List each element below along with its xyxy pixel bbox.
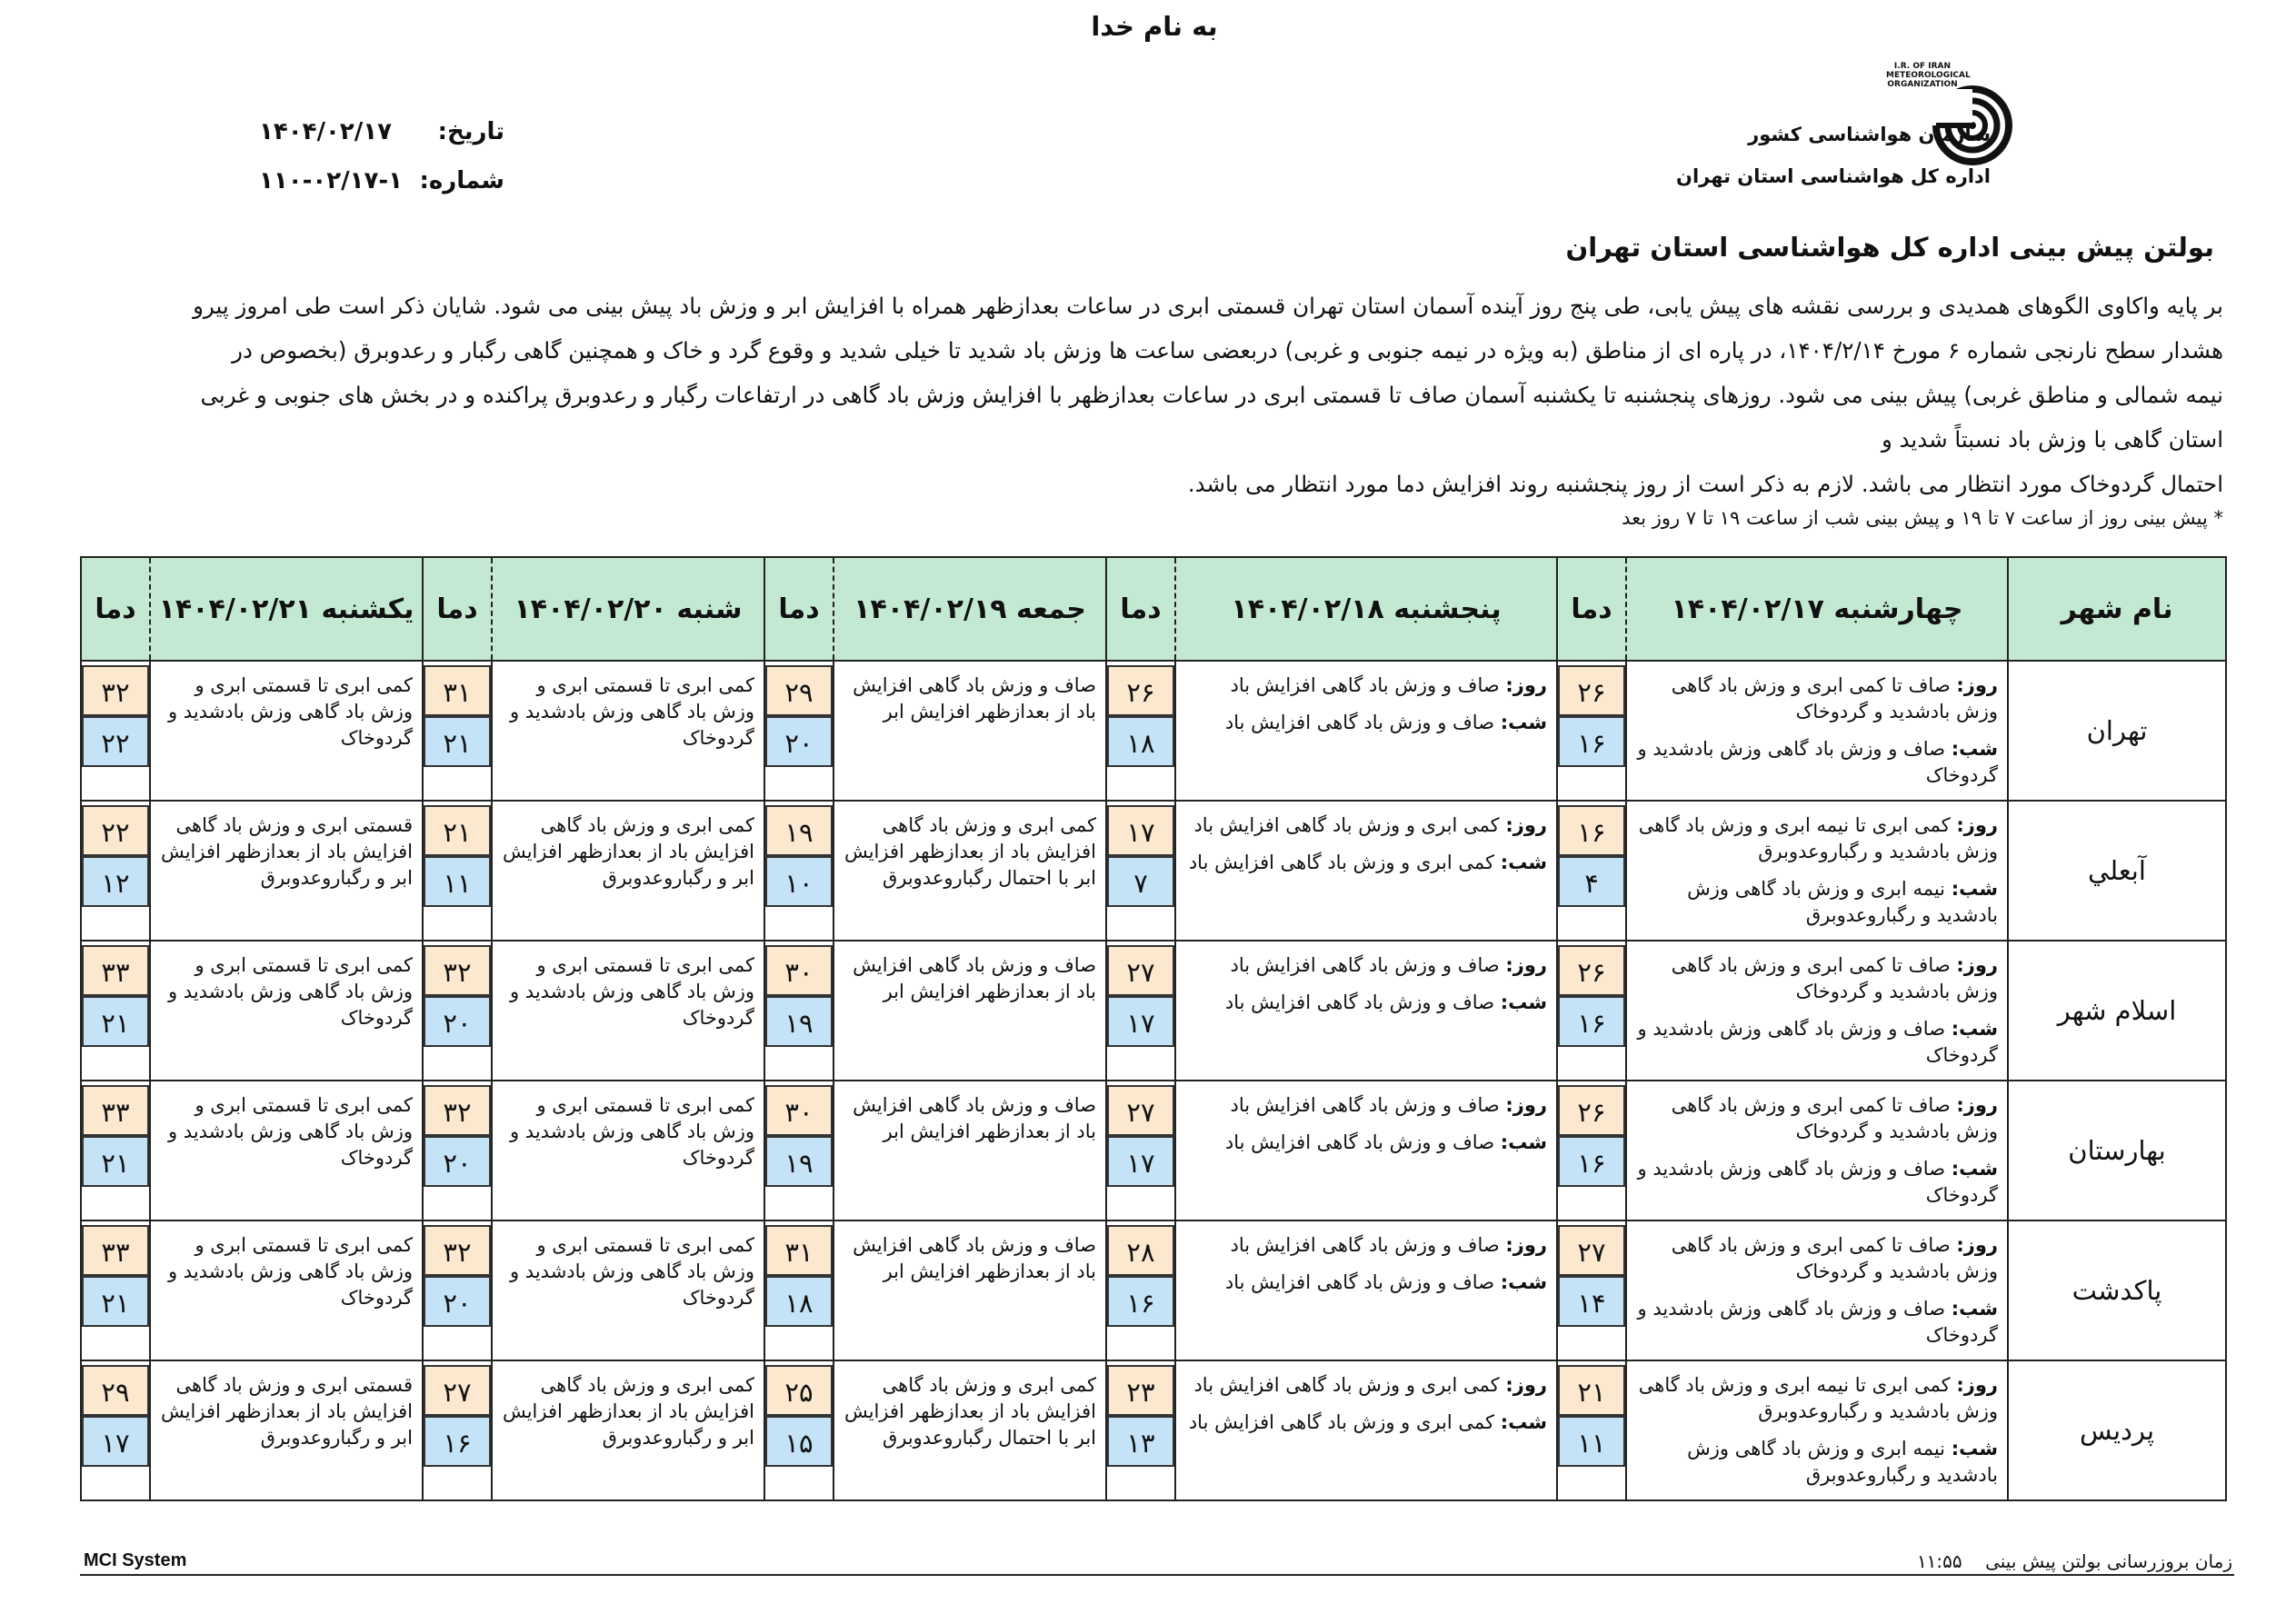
day-forecast-text: کمی ابری تا نیمه ابری و وزش باد گاهی وزش بادشدید و رگباروعدوبرق [1638,814,1998,862]
day-forecast-text: کمی ابری و وزش باد گاهی افزایش باد [1193,814,1500,836]
day-forecast-text: صاف تا کمی ابری و وزش باد گاهی وزش بادشدید و گردوخاک [1671,674,1998,722]
forecast-cell [150,1360,423,1500]
day-forecast [1636,673,1998,725]
forecast-cell [1175,801,1557,941]
night-forecast [1185,710,1547,736]
temp-min: ۲۱ [82,1276,149,1327]
city-name: تهران [2008,661,2226,801]
temp-cell [764,941,834,1081]
day-header: جمعه ۱۴۰۴/۰۲/۱۹ [834,557,1106,661]
temp-max: ۲۶ [1558,665,1625,716]
forecast-text: قسمتی ابری و وزش باد گاهی افزایش باد از بعدازظهر افزایش ابر و رگباروعدوبرق [160,814,413,889]
night-forecast [1185,1130,1547,1156]
day-header: چهارشنبه ۱۴۰۴/۰۲/۱۷ [1626,557,2008,661]
day-forecast-text: کمی ابری و وزش باد گاهی افزایش باد [1193,1374,1500,1396]
forecast-text: کمی ابری تا قسمتی ابری و وزش باد گاهی وزش بادشدید و گردوخاک [509,954,754,1029]
forecast-time-note: * پیش بینی روز از ساعت ۷ تا ۱۹ و پیش بینی شب از ساعت ۱۹ تا ۷ روز بعد [1622,507,2223,529]
temp-cell [81,941,150,1081]
forecast-text: کمی ابری تا قسمتی ابری و وزش باد گاهی وزش بادشدید و گردوخاک [167,674,413,749]
night-forecast [1185,1270,1547,1296]
temp-cell [81,1360,150,1500]
night-forecast [1185,850,1547,876]
night-label: شب: [1500,1271,1547,1293]
night-label: شب: [1951,1438,1998,1460]
footer-system-name: MCI System [84,1550,187,1570]
day-forecast-text: صاف و وزش باد گاهی افزایش باد [1230,674,1500,696]
day-forecast-text: صاف تا کمی ابری و وزش باد گاهی وزش بادشدید و گردوخاک [1671,954,1998,1002]
night-forecast-text: نیمه ابری و وزش باد گاهی وزش بادشدید و رگباروعدوبرق [1687,1438,1998,1486]
forecast-cell [834,801,1106,941]
day-forecast-text: کمی ابری تا نیمه ابری و وزش باد گاهی وزش بادشدید و رگباروعدوبرق [1638,1374,1998,1422]
city-name: بهارستان [2008,1081,2226,1220]
forecast-text: صاف و وزش باد گاهی افزایش باد از بعدازظهر افزایش ابر [853,1234,1096,1282]
temp-header: دما [764,557,834,661]
temp-cell [423,1360,492,1500]
temp-max: ۳۱ [424,665,491,716]
day-forecast-text: صاف و وزش باد گاهی افزایش باد [1230,1094,1500,1116]
temp-header: دما [1557,557,1626,661]
temp-cell [1106,801,1175,941]
temp-min: ۲۰ [424,1276,491,1327]
bulletin-title: بولتن پیش بینی اداره کل هواشناسی استان تهران [1565,232,2214,263]
temp-min: ۱۶ [424,1416,491,1467]
temp-min: ۲۱ [82,996,149,1047]
temp-min: ۱۰ [765,856,833,907]
forecast-text: کمی ابری و وزش باد گاهی افزایش باد از بعدازظهر افزایش ابر با احتمال رگباروعدوبرق [844,1374,1096,1449]
temp-cell [1106,1360,1175,1500]
forecast-cell [1626,801,2008,941]
forecast-cell [1626,661,2008,801]
temp-max: ۲۲ [82,805,149,856]
organization-name [1645,114,1991,197]
day-forecast [1636,1092,1998,1145]
temp-cell [1557,661,1626,801]
night-forecast [1636,1296,1998,1349]
forecast-text: کمی ابری و وزش باد گاهی افزایش باد از بعدازظهر افزایش ابر و رگباروعدوبرق [502,1374,754,1449]
day-forecast [1185,1372,1547,1399]
forecast-cell [1175,1360,1557,1500]
temp-min: ۱۶ [1558,996,1625,1047]
temp-cell [423,941,492,1081]
forecast-text: صاف و وزش باد گاهی افزایش باد از بعدازظهر افزایش ابر [853,1094,1096,1142]
table-row [81,801,2226,941]
temp-cell [423,661,492,801]
temp-max: ۱۹ [765,805,833,856]
temp-max: ۳۳ [82,1225,149,1276]
night-label: شب: [1951,878,1998,900]
temp-min: ۱۸ [765,1276,833,1327]
temp-max: ۳۱ [765,1225,833,1276]
night-forecast-text: نیمه ابری و وزش باد گاهی وزش بادشدید و رگباروعدوبرق [1687,878,1998,926]
night-label: شب: [1500,991,1547,1013]
night-label: شب: [1500,1411,1547,1433]
temp-max: ۲۷ [1107,945,1174,996]
temp-min: ۷ [1107,856,1174,907]
city-name: آبعلي [2008,801,2226,941]
temp-cell [81,1081,150,1220]
table-row [81,1220,2226,1360]
night-forecast [1636,1016,1998,1069]
day-header: پنجشنبه ۱۴۰۴/۰۲/۱۸ [1175,557,1557,661]
night-label: شب: [1500,852,1547,873]
forecast-text: کمی ابری تا قسمتی ابری و وزش باد گاهی وزش بادشدید و گردوخاک [167,954,413,1029]
forecast-text: صاف و وزش باد گاهی افزایش باد از بعدازظهر افزایش ابر [853,674,1096,722]
night-forecast [1185,1410,1547,1436]
temp-cell [423,1081,492,1220]
day-forecast [1185,673,1547,699]
day-forecast [1636,812,1998,865]
day-label: روز: [1956,1234,1998,1256]
update-time: ۱۱:۵۵ [1916,1550,1962,1572]
night-forecast [1636,1436,1998,1489]
forecast-text: کمی ابری و وزش باد گاهی افزایش باد از بعدازظهر افزایش ابر با احتمال رگباروعدوبرق [844,814,1096,889]
forecast-text: کمی ابری و وزش باد گاهی افزایش باد از بعدازظهر افزایش ابر و رگباروعدوبرق [502,814,754,889]
date-value: ۱۴۰۴/۰۲/۱۷ [259,118,392,145]
forecast-cell [1175,941,1557,1081]
temp-min: ۱۹ [765,1136,833,1187]
temp-min: ۱۴ [1558,1276,1625,1327]
day-forecast [1185,952,1547,979]
temp-min: ۱۶ [1558,716,1625,767]
day-forecast [1185,812,1547,839]
night-forecast-text: صاف و وزش باد گاهی وزش بادشدید و گردوخاک [1637,1158,1998,1206]
date-label: تاریخ: [437,118,504,145]
temp-header: دما [81,557,150,661]
paragraph-line: استان گاهی با وزش باد نسبتاً شدید و [1881,426,2223,453]
night-forecast [1636,1156,1998,1209]
forecast-text: قسمتی ابری و وزش باد گاهی افزایش باد از بعدازظهر افزایش ابر و رگباروعدوبرق [160,1374,413,1449]
forecast-cell [150,1220,423,1360]
temp-min: ۱۹ [765,996,833,1047]
temp-max: ۳۰ [765,945,833,996]
forecast-cell [834,941,1106,1081]
forecast-cell [834,661,1106,801]
paragraph-line: هشدار سطح نارنجی شماره ۶ مورخ ۱۴۰۴/۲/۱۴، در پاره ای از مناطق (به ویژه در نیمه جنوبی و غربی) دربعضی ساعت ها وزش باد شدید تا خیلی شدید و وقوع گرد و خاک و همچنین گاهی رگبار و رعدوبرق (بخصوص در [232,337,2223,364]
night-forecast-text: صاف و وزش باد گاهی وزش بادشدید و گردوخاک [1637,1298,1998,1346]
day-label: روز: [1505,1094,1547,1116]
temp-max: ۲۱ [1558,1365,1625,1416]
temp-header: دما [1106,557,1175,661]
night-label: شب: [1951,738,1998,760]
footer-update-time [1917,1550,2232,1572]
table-row [81,661,2226,801]
forecast-cell [1626,941,2008,1081]
temp-cell [1106,661,1175,801]
temp-min: ۱۱ [1558,1416,1625,1467]
forecast-cell [492,1081,764,1220]
forecast-cell [150,661,423,801]
day-forecast-text: صاف تا کمی ابری و وزش باد گاهی وزش بادشدید و گردوخاک [1671,1234,1998,1282]
bismillah-heading: به نام خدا [1091,11,1218,42]
temp-max: ۳۲ [424,1085,491,1136]
city-name: پاکدشت [2008,1220,2226,1360]
night-forecast-text: صاف و وزش باد گاهی افزایش باد [1224,1271,1495,1293]
forecast-cell [492,801,764,941]
city-name: اسلام شهر [2008,941,2226,1081]
temp-max: ۲۳ [1107,1365,1174,1416]
paragraph-line: بر پایه واکاوی الگوهای همدیدی و بررسی نقشه های پیش یابی، طی پنج روز آینده آسمان استان تهران قسمتی ابری در ساعات بعدازظهر همراه با افزایش ابر و وزش باد پیش بینی می شود. شایان ذکر است طی امروز پیرو [193,293,2223,319]
paragraph-line: نیمه شمالی و مناطق غربی) پیش بینی می شود. روزهای پنجشنبه تا یکشنبه آسمان صاف تا قسمتی ابری در ساعات بعدازظهر با افزایش وزش باد گاهی در ارتفاعات رگبار و رعدوبرق پراکنده و در بخش های جنوبی و غربی [200,382,2223,408]
night-forecast [1636,736,1998,789]
temp-max: ۳۳ [82,1085,149,1136]
temp-max: ۲۸ [1107,1225,1174,1276]
temp-max: ۲۹ [765,665,833,716]
number-row [259,156,504,205]
city-header: نام شهر [2008,557,2226,661]
forecast-cell [492,1360,764,1500]
day-forecast-text: صاف و وزش باد گاهی افزایش باد [1230,1234,1500,1256]
forecast-text: کمی ابری تا قسمتی ابری و وزش باد گاهی وزش بادشدید و گردوخاک [509,674,754,749]
forecast-cell [150,801,423,941]
day-label: روز: [1956,814,1998,836]
temp-cell [1557,1081,1626,1220]
forecast-cell [1175,661,1557,801]
forecast-cell [1626,1081,2008,1220]
temp-min: ۱۷ [82,1416,149,1467]
night-label: شب: [1951,1158,1998,1180]
forecast-paragraph [87,284,2223,506]
forecast-cell [492,661,764,801]
forecast-cell [834,1220,1106,1360]
temp-cell [1557,1220,1626,1360]
forecast-cell [1626,1220,2008,1360]
table-row [81,941,2226,1081]
night-forecast [1185,990,1547,1016]
day-label: روز: [1505,674,1547,696]
forecast-cell [834,1360,1106,1500]
temp-max: ۳۰ [765,1085,833,1136]
table-row [81,1360,2226,1500]
org-line-1: سازمان هواشناسی کشور [1748,124,1991,145]
temp-cell [1557,1360,1626,1500]
date-row [259,107,504,156]
temp-max: ۱۶ [1558,805,1625,856]
day-header: یکشنبه ۱۴۰۴/۰۲/۲۱ [150,557,423,661]
temp-cell [423,801,492,941]
night-forecast-text: کمی ابری و وزش باد گاهی افزایش باد [1188,1411,1495,1433]
night-label: شب: [1951,1018,1998,1040]
table-row [81,1081,2226,1220]
forecast-cell [834,1081,1106,1220]
day-forecast [1185,1232,1547,1259]
temp-cell [423,1220,492,1360]
temp-max: ۳۲ [424,1225,491,1276]
temp-cell [81,1220,150,1360]
day-header: شنبه ۱۴۰۴/۰۲/۲۰ [492,557,764,661]
temp-max: ۲۹ [82,1365,149,1416]
temp-cell [764,801,834,941]
night-label: شب: [1500,1131,1547,1153]
temp-max: ۳۳ [82,945,149,996]
temp-min: ۴ [1558,856,1625,907]
temp-cell [764,1220,834,1360]
temp-max: ۲۵ [765,1365,833,1416]
forecast-text: کمی ابری تا قسمتی ابری و وزش باد گاهی وزش بادشدید و گردوخاک [167,1234,413,1309]
day-label: روز: [1505,1234,1547,1256]
forecast-text: صاف و وزش باد گاهی افزایش باد از بعدازظهر افزایش ابر [853,954,1096,1002]
day-forecast-text: صاف تا کمی ابری و وزش باد گاهی وزش بادشدید و گردوخاک [1671,1094,1998,1142]
night-forecast-text: صاف و وزش باد گاهی افزایش باد [1224,1131,1495,1153]
logo-caption: I.R. OF IRAN METEOROLOGICAL ORGANIZATION [1886,62,1971,89]
number-value: ۱۱۰-۰۲/۱۷-۱ [259,167,404,194]
forecast-cell [150,941,423,1081]
temp-cell [1106,941,1175,1081]
day-label: روز: [1956,1094,1998,1116]
temp-min: ۲۱ [82,1136,149,1187]
update-label: زمان بروزرسانی بولتن پیش بینی [1985,1550,2232,1572]
forecast-text: کمی ابری تا قسمتی ابری و وزش باد گاهی وزش بادشدید و گردوخاک [509,1094,754,1169]
temp-max: ۲۶ [1558,1085,1625,1136]
temp-cell [81,801,150,941]
day-label: روز: [1956,1374,1998,1396]
temp-max: ۳۲ [424,945,491,996]
temp-min: ۱۸ [1107,716,1174,767]
day-label: روز: [1505,954,1547,976]
temp-cell [764,661,834,801]
forecast-table [80,556,2227,1501]
day-label: روز: [1505,1374,1547,1396]
temp-max: ۲۷ [424,1365,491,1416]
forecast-cell [1175,1220,1557,1360]
org-line-2: اداره کل هواشناسی استان تهران [1676,165,1991,187]
forecast-text: کمی ابری تا قسمتی ابری و وزش باد گاهی وزش بادشدید و گردوخاک [509,1234,754,1309]
night-label: شب: [1951,1298,1998,1320]
day-forecast-text: صاف و وزش باد گاهی افزایش باد [1230,954,1500,976]
forecast-text: کمی ابری تا قسمتی ابری و وزش باد گاهی وزش بادشدید و گردوخاک [167,1094,413,1169]
day-label: روز: [1956,954,1998,976]
forecast-cell [492,941,764,1081]
night-forecast-text: صاف و وزش باد گاهی افزایش باد [1224,991,1495,1013]
temp-min: ۱۱ [424,856,491,907]
night-label: شب: [1500,712,1547,733]
forecast-cell [492,1220,764,1360]
paragraph-line: احتمال گردوخاک مورد انتظار می باشد. لازم به ذکر است از روز پنجشنبه روند افزایش دما مورد انتظار می باشد. [1187,471,2223,497]
temp-cell [1106,1220,1175,1360]
day-forecast [1185,1092,1547,1119]
temp-cell [81,661,150,801]
temp-max: ۳۲ [82,665,149,716]
night-forecast-text: کمی ابری و وزش باد گاهی افزایش باد [1188,852,1495,873]
temp-min: ۱۶ [1558,1136,1625,1187]
night-forecast-text: صاف و وزش باد گاهی وزش بادشدید و گردوخاک [1637,1018,1998,1066]
temp-min: ۲۱ [424,716,491,767]
forecast-cell [1626,1360,2008,1500]
day-label: روز: [1956,674,1998,696]
temp-min: ۱۷ [1107,996,1174,1047]
temp-cell [1557,801,1626,941]
forecast-cell [150,1081,423,1220]
temp-cell [764,1081,834,1220]
temp-min: ۱۵ [765,1416,833,1467]
day-label: روز: [1505,814,1547,836]
temp-max: ۲۱ [424,805,491,856]
forecast-cell [1175,1081,1557,1220]
day-forecast [1636,1232,1998,1285]
temp-cell [1106,1081,1175,1220]
night-forecast-text: صاف و وزش باد گاهی افزایش باد [1224,712,1495,733]
temp-max: ۲۷ [1558,1225,1625,1276]
temp-max: ۲۷ [1107,1085,1174,1136]
city-name: پرديس [2008,1360,2226,1500]
temp-max: ۱۷ [1107,805,1174,856]
temp-min: ۱۳ [1107,1416,1174,1467]
temp-min: ۲۰ [765,716,833,767]
temp-min: ۱۷ [1107,1136,1174,1187]
date-number-block [259,107,504,205]
temp-min: ۲۰ [424,1136,491,1187]
night-forecast [1636,876,1998,929]
day-forecast [1636,952,1998,1005]
temp-min: ۱۶ [1107,1276,1174,1327]
temp-header: دما [423,557,492,661]
temp-cell [1557,941,1626,1081]
number-label: شماره: [419,167,504,194]
temp-min: ۱۲ [82,856,149,907]
footer-divider [80,1574,2234,1576]
temp-cell [764,1360,834,1500]
day-forecast [1636,1372,1998,1425]
temp-max: ۲۶ [1107,665,1174,716]
table-header-row [81,557,2226,661]
temp-min: ۲۰ [424,996,491,1047]
temp-min: ۲۲ [82,716,149,767]
temp-max: ۲۶ [1558,945,1625,996]
night-forecast-text: صاف و وزش باد گاهی وزش بادشدید و گردوخاک [1637,738,1998,786]
